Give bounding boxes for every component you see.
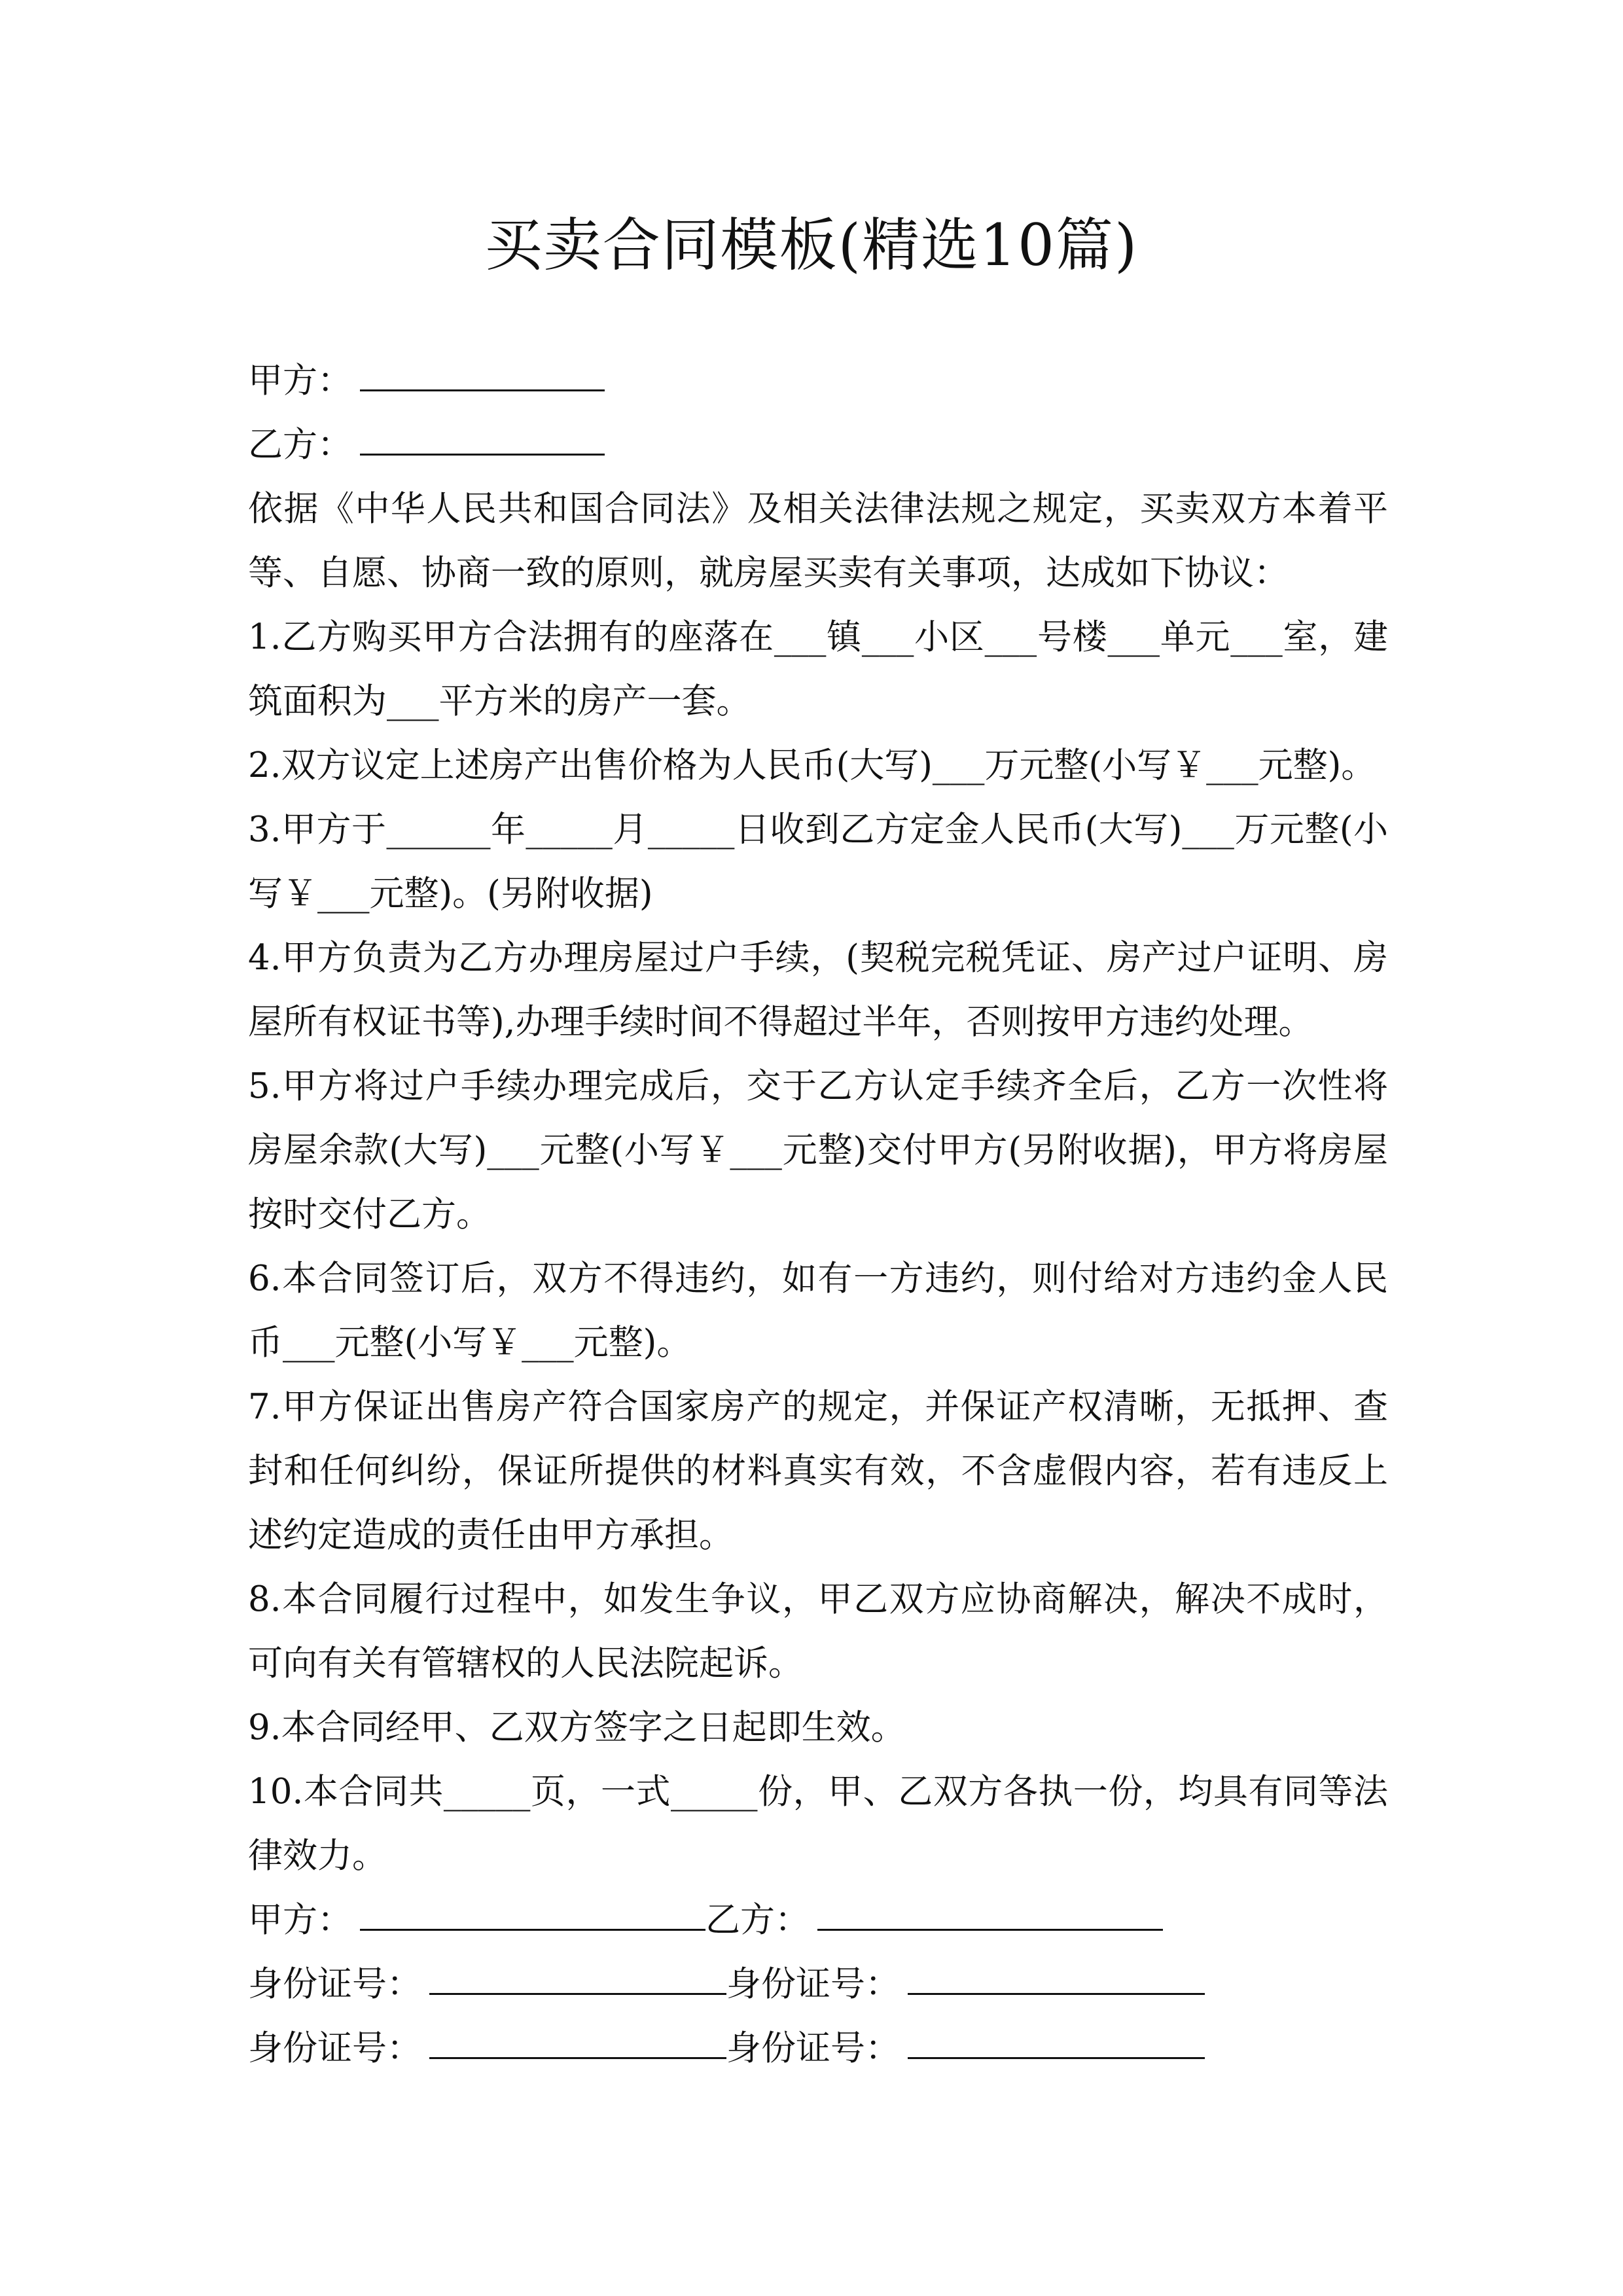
- clause-1: 1.乙方购买甲方合法拥有的座落在___镇___小区___号楼___单元___室，建筑面积为___平方米的房产一套。: [248, 617, 1388, 721]
- clause-10: 10.本合同共_____页，一式_____份，甲、乙双方各执一份，均具有同等法律效力。: [248, 1772, 1388, 1876]
- clause-9: 9.本合同经甲、乙双方签字之日起即生效。: [248, 1708, 906, 1748]
- id-label-b: 身份证号：: [726, 2028, 900, 2068]
- document-title: 买卖合同模板(精选10篇): [484, 211, 1139, 279]
- clause-5: 5.甲方将过户手续办理完成后，交于乙方认定手续齐全后，乙方一次性将房屋余款(大写)___元整(小写￥___元整)交付甲方(另附收据)，甲方将房屋按时交付乙方。: [248, 1066, 1388, 1234]
- id-b-blank[interactable]: [908, 1952, 1205, 1995]
- signature-id-row-2: [248, 2017, 1388, 2081]
- party-a-blank[interactable]: [360, 349, 605, 391]
- id-label-b: 身份证号：: [726, 1964, 900, 2004]
- id-a-blank[interactable]: [429, 2017, 726, 2059]
- party-b-blank[interactable]: [360, 413, 605, 456]
- party-a-label: 甲方：: [248, 361, 352, 401]
- id-b-blank[interactable]: [908, 2017, 1205, 2059]
- clause-6: 6.本合同签订后，双方不得违约，如有一方违约，则付给对方违约金人民币___元整(小写￥___元整)。: [248, 1259, 1388, 1363]
- id-label-a: 身份证号：: [248, 2028, 421, 2068]
- sign-party-a-blank[interactable]: [360, 1888, 705, 1931]
- id-a-blank[interactable]: [429, 1952, 726, 1995]
- party-b-label: 乙方：: [248, 425, 352, 465]
- clause-2: 2.双方议定上述房产出售价格为人民币(大写)___万元整(小写￥___元整)。: [248, 745, 1376, 785]
- contract-body: [248, 349, 1388, 2081]
- sign-party-b-label: 乙方：: [705, 1900, 810, 1940]
- intro-paragraph: 依据《中华人民共和国合同法》及相关法律法规之规定，买卖双方本着平等、自愿、协商一致的原则，就房屋买卖有关事项，达成如下协议：: [248, 489, 1388, 593]
- sign-party-a-label: 甲方：: [248, 1900, 352, 1940]
- party-a-line: [248, 349, 1388, 413]
- clause-8: 8.本合同履行过程中，如发生争议，甲乙双方应协商解决，解决不成时，可向有关有管辖权的人民法院起诉。: [248, 1579, 1388, 1683]
- party-b-line: [248, 413, 1388, 477]
- clause-3: 3.甲方于______年_____月_____日收到乙方定金人民币(大写)___万元整(小写￥___元整)。(另附收据): [248, 810, 1388, 914]
- id-label-a: 身份证号：: [248, 1964, 421, 2004]
- signature-party-row: [248, 1888, 1388, 1952]
- clause-7: 7.甲方保证出售房产符合国家房产的规定，并保证产权清晰，无抵押、查封和任何纠纷，保证所提供的材料真实有效，不含虚假内容，若有违反上述约定造成的责任由甲方承担。: [248, 1387, 1388, 1555]
- sign-party-b-blank[interactable]: [817, 1888, 1163, 1931]
- clause-4: 4.甲方负责为乙方办理房屋过户手续，(契税完税凭证、房产过户证明、房屋所有权证书等),办理手续时间不得超过半年，否则按甲方违约处理。: [248, 938, 1388, 1042]
- signature-id-row-1: [248, 1952, 1388, 2017]
